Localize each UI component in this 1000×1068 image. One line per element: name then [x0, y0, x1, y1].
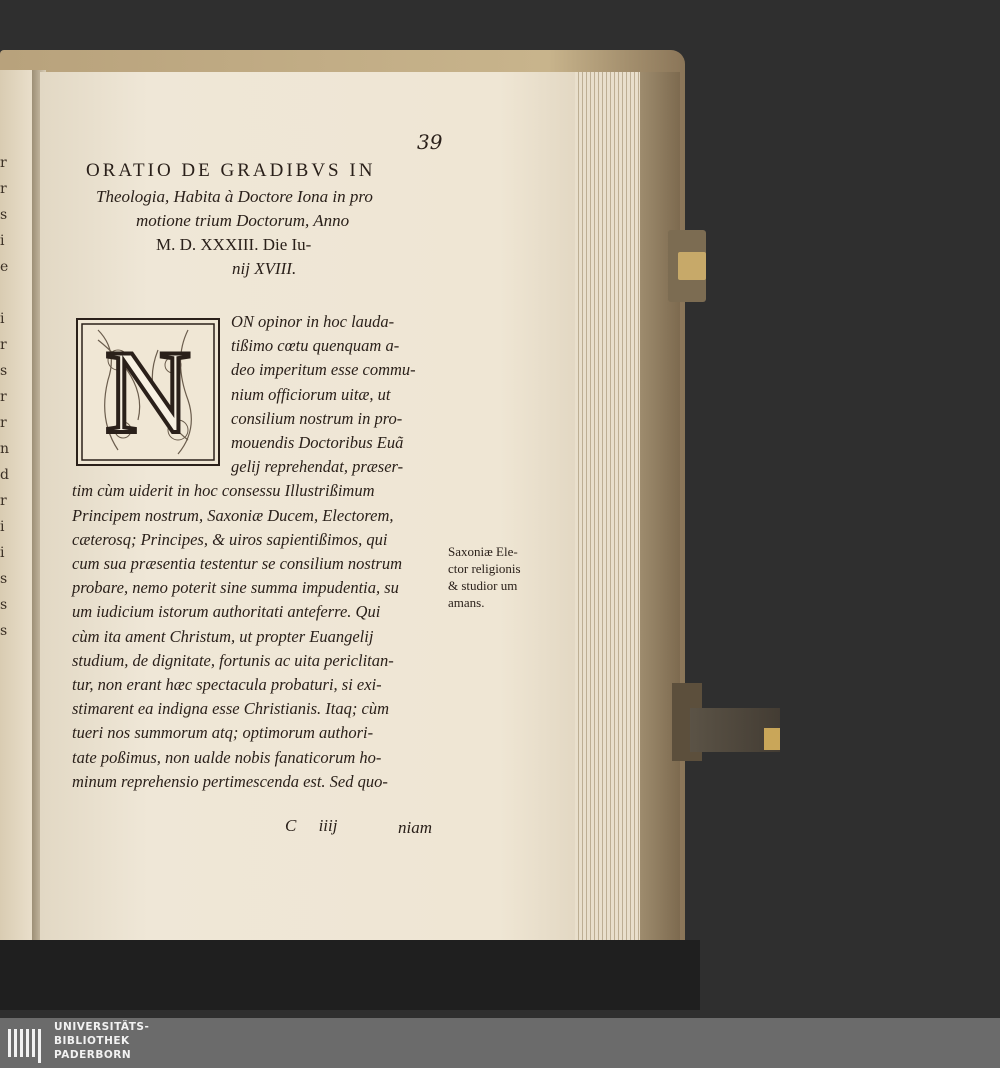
body-line: studium, de dignitate, fortunis ac uita periclitan- — [72, 650, 394, 670]
left-page-text-fragments: r r s i e i r s r r n d r i i s s s — [0, 155, 10, 639]
body-line: cùm ita ament Christum, ut propter Euangelij — [72, 626, 374, 646]
book-shadow — [0, 940, 700, 1010]
body-line: tueri nos summorum atq; optimorum authori- — [72, 723, 374, 743]
fore-edge-binding — [640, 72, 680, 952]
initial-letter: N — [104, 325, 192, 458]
library-name-line-3: PADERBORN — [54, 1049, 132, 1061]
decorated-initial-art — [78, 320, 218, 464]
marginal-note-line-2: ctor religionis — [448, 561, 521, 576]
library-name-line-2: BIBLIOTHEK — [54, 1035, 130, 1047]
body-line: deo imperitum esse commu- — [231, 360, 416, 380]
catchword: niam — [398, 818, 432, 837]
body-line: ON opinor in hoc lauda- — [231, 312, 395, 331]
body-line: tißimo cœtu quenquam a- — [231, 336, 400, 356]
title-line-2: motione trium Doctorum, Anno — [136, 211, 350, 230]
body-line: stimarent ea indigna esse Christianis. Itaq; cùm — [72, 699, 389, 719]
body-line: nium officiorum uitæ, ut — [231, 384, 391, 404]
body-line: consilium nostrum in pro- — [231, 408, 403, 428]
lower-clasp-tip — [764, 728, 780, 750]
library-name-line-1: UNIVERSITÄTS- — [54, 1021, 150, 1033]
body-line: tate poßimus, non ualde nobis fanaticorum ho- — [72, 747, 382, 767]
upper-clasp-pin — [678, 252, 706, 280]
body-line: probare, nemo poterit sine summa impudentia, su — [72, 578, 399, 598]
marginal-note-line-4: amans. — [448, 595, 485, 610]
library-footer — [0, 1018, 1000, 1068]
body-line: cum sua præsentia testentur se consilium nostrum — [72, 554, 402, 573]
title-line-3: M. D. XXXIII. Die Iu- — [156, 235, 312, 254]
title-line-4: nij XVIII. — [232, 259, 297, 278]
marginal-note-line-3: & studior um — [448, 578, 518, 593]
body-line: mouendis Doctoribus Euã — [231, 433, 404, 452]
body-line: cæterosq; Principes, & uiros sapientißimos, qui — [72, 529, 388, 549]
body-line: minum reprehensio pertimescenda est. Sed quo- — [72, 771, 388, 791]
body-line: tur, non erant hæc spectacula probaturi, si exi- — [72, 675, 382, 694]
page-number: 39 — [417, 130, 443, 154]
marginal-note-line-1: Saxoniæ Ele- — [448, 544, 518, 559]
body-line: tim cùm uiderit in hoc consessu Illustrißimum — [72, 481, 375, 501]
oration-heading: ORATIO DE GRADIBVS IN — [86, 160, 376, 181]
library-logo-icon — [6, 1023, 46, 1063]
title-line-1: Theologia, Habita à Doctore Iona in pro — [96, 187, 373, 206]
decorated-initial — [76, 318, 220, 466]
body-line: um iudicium istorum authoritati anteferre. Qui — [72, 602, 381, 622]
body-line: Principem nostrum, Saxoniæ Ducem, Electorem, — [72, 505, 394, 525]
body-line: gelij reprehendat, præser- — [231, 457, 404, 477]
signature-mark: C iiij — [285, 816, 338, 835]
